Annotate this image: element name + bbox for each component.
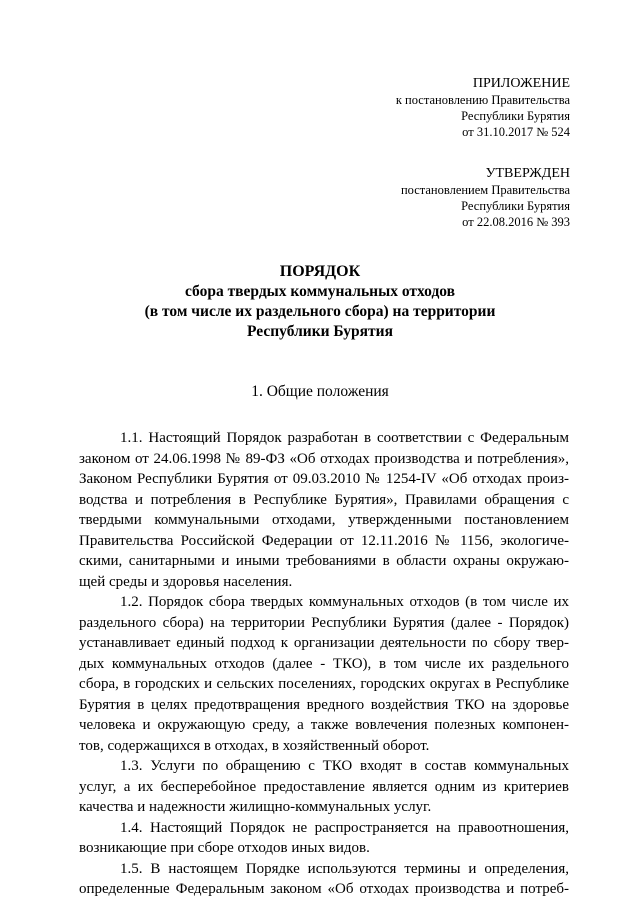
paragraph bbox=[79, 756, 569, 818]
paragraph-line: законом от 24.06.1998 № 89-ФЗ «Об отходах производства и потребления», bbox=[79, 450, 569, 467]
paragraph-line: 1.3. Услуги по обращению с ТКО входят в состав коммунальных bbox=[120, 758, 569, 774]
document-body bbox=[79, 428, 569, 900]
document-title bbox=[0, 262, 640, 342]
appendix-line: от 31.10.2017 № 524 bbox=[462, 125, 570, 139]
paragraph-line: сбора, в городских и сельских поселениях, городских округах в Республике bbox=[79, 676, 569, 692]
paragraph bbox=[79, 859, 569, 900]
paragraph-line: услуг, а их бесперебойное предоставление является одним из критериев bbox=[79, 778, 569, 795]
appendix-line: к постановлению Правительства bbox=[395, 93, 570, 107]
document-title-line: (в том числе их раздельного сбора) на территории bbox=[144, 303, 496, 320]
paragraph-line: устанавливает единый подход к организации деятельности по сбору твер- bbox=[79, 635, 569, 651]
paragraph bbox=[79, 428, 569, 592]
paragraph-line: определенные Федеральным законом «Об отходах производства и потреб- bbox=[79, 881, 569, 897]
paragraph-line: Законом Республики Бурятия от 09.03.2010 № 1254-IV «Об отходах произ- bbox=[79, 471, 569, 487]
approved-line: от 22.08.2016 № 393 bbox=[462, 215, 570, 229]
paragraph-line: дых коммунальных отходов (далее - ТКО), в том числе их раздельного bbox=[79, 655, 569, 672]
paragraph-line: твердыми коммунальными отходами, утвержденными постановлением bbox=[79, 512, 569, 528]
paragraph-line: скими, санитарными и иными требованиями в области охраны окружаю- bbox=[79, 553, 569, 569]
paragraph bbox=[79, 818, 569, 859]
appendix-line: Республики Бурятия bbox=[461, 109, 570, 123]
paragraph-line: тов, содержащихся в отходах, в хозяйственный оборот. bbox=[79, 737, 430, 754]
paragraph-line: раздельного сбора) на территории Республики Бурятия (далее - Порядок) bbox=[79, 614, 569, 631]
paragraph-line: 1.4. Настоящий Порядок не распространяется на правоотношения, bbox=[120, 819, 569, 836]
appendix-header bbox=[396, 75, 570, 140]
paragraph-line: щей среды и здоровья населения. bbox=[79, 573, 293, 590]
paragraph-line: 1.1. Настоящий Порядок разработан в соответствии с Федеральным bbox=[120, 430, 569, 446]
approved-header bbox=[401, 165, 570, 230]
document-title-line: сбора твердых коммунальных отходов bbox=[184, 283, 456, 300]
paragraph-line: Бурятия в целях предотвращения вредного воздействия ТКО на здоровье bbox=[79, 696, 569, 713]
paragraph-line: 1.5. В настоящем Порядке используются термины и определения, bbox=[120, 860, 569, 877]
document-title-main: ПОРЯДОК bbox=[279, 263, 361, 280]
paragraph bbox=[79, 592, 569, 756]
paragraph-line: человека и окружающую среду, а также вовлечения полезных компонен- bbox=[79, 717, 569, 733]
approved-line: Республики Бурятия bbox=[461, 199, 570, 213]
paragraph-line: качества и надежности жилищно-коммунальных услуг. bbox=[79, 799, 432, 815]
paragraph-line: 1.2. Порядок сбора твердых коммунальных отходов (в том числе их bbox=[120, 594, 569, 610]
paragraph-line: Правительства Российской Федерации от 12.11.2016 № 1156, экологиче- bbox=[79, 532, 569, 549]
approved-line: постановлением Правительства bbox=[400, 183, 570, 197]
approved-title: УТВЕРЖДЕН bbox=[485, 166, 570, 181]
paragraph-line: водства и потребления в Республике Бурятия», Правилами обращения с bbox=[79, 491, 569, 508]
appendix-title: ПРИЛОЖЕНИЕ bbox=[472, 76, 570, 91]
paragraph-line: возникающие при сборе отходов иных видов. bbox=[79, 840, 370, 856]
document-title-line: Республики Бурятия bbox=[247, 323, 393, 340]
section-heading: 1. Общие положения bbox=[251, 383, 389, 400]
